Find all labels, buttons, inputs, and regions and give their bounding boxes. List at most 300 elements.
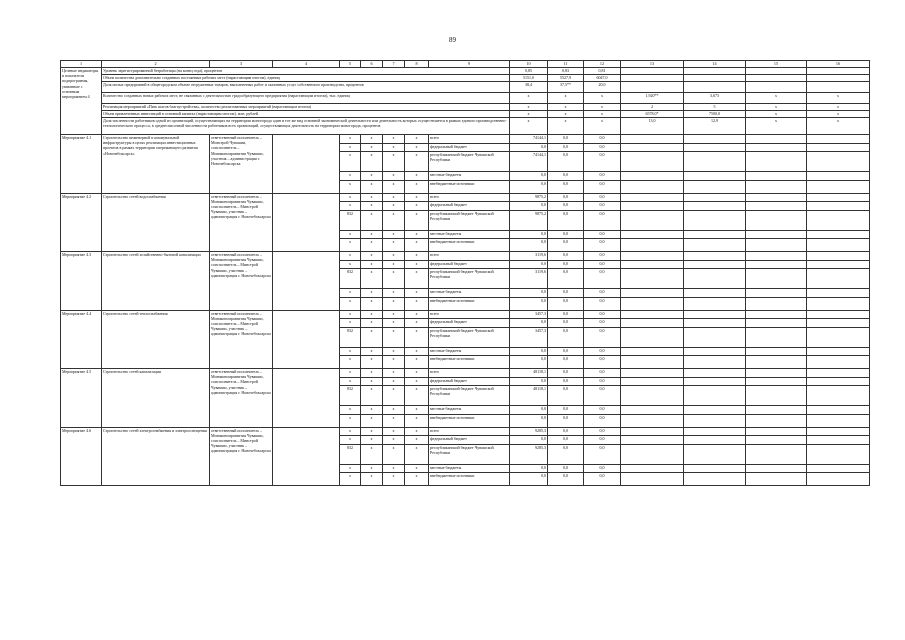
budget-code: 832 (340, 444, 361, 464)
empty-cell (746, 193, 807, 202)
event-label: Мероприятие 4.4 (61, 310, 102, 369)
empty-cell (746, 269, 807, 289)
budget-code: x (361, 152, 383, 172)
indicator-value: 20,0 (584, 82, 621, 93)
column-number: 15 (746, 61, 807, 68)
indicator-name: Уровень зарегистрированной безработицы (на конец года), процентов (102, 68, 510, 75)
funding-value: 0,0 (510, 464, 548, 473)
budget-code: x (383, 464, 405, 473)
budget-code: x (361, 464, 383, 473)
budget-code: x (361, 473, 383, 486)
funding-value: 0,0 (510, 356, 548, 369)
funding-value: 0,0 (584, 143, 621, 152)
budget-code: x (405, 310, 429, 319)
funding-value: 0,0 (584, 327, 621, 347)
empty-cell (621, 252, 684, 261)
budget-code: x (361, 180, 383, 193)
empty-cell (684, 230, 746, 239)
empty-cell (746, 202, 807, 211)
budget-code: x (383, 436, 405, 445)
funding-source: внебюджетные источники (429, 473, 510, 486)
budget-code: x (383, 319, 405, 328)
empty-cell (746, 252, 807, 261)
empty-cell (746, 289, 807, 298)
funding-value: 0,0 (584, 473, 621, 486)
budget-code: x (340, 172, 361, 181)
budget-code: x (383, 347, 405, 356)
event-label: Мероприятие 4.1 (61, 135, 102, 194)
empty-cell (807, 356, 870, 369)
empty-cell (621, 310, 684, 319)
funding-value: 3119,6 (510, 269, 548, 289)
indicator-value (746, 75, 807, 82)
empty-cell (621, 414, 684, 427)
budget-code: x (383, 210, 405, 230)
empty-cell (746, 347, 807, 356)
funding-value: 0,0 (510, 436, 548, 445)
empty-cell (807, 230, 870, 239)
funding-value: 74144,1 (510, 152, 548, 172)
empty-cell (746, 444, 807, 464)
event-responsible: ответственный исполнитель – Минстрой Чувашии, соисполнитель – Минэкономразвития Чувашии, участник – администрация г. Новочебоксарска (210, 135, 273, 194)
empty-cell (684, 252, 746, 261)
budget-code: x (361, 406, 383, 415)
indicator-value: x (746, 104, 807, 111)
event-row (61, 310, 870, 319)
indicator-value: 0,85 (510, 68, 548, 75)
budget-code: x (383, 230, 405, 239)
funding-value: 0,0 (548, 269, 584, 289)
indicator-value (684, 82, 746, 93)
budget-code: x (361, 143, 383, 152)
budget-code: x (361, 377, 383, 386)
budget-code: x (405, 377, 429, 386)
budget-code: x (405, 347, 429, 356)
empty-cell (621, 269, 684, 289)
empty-cell (684, 193, 746, 202)
indicator-value (684, 75, 746, 82)
column-number: 7 (383, 61, 405, 68)
funding-value: 3119,6 (510, 252, 548, 261)
empty-cell (807, 436, 870, 445)
empty-cell (746, 172, 807, 181)
funding-value: 0,0 (548, 210, 584, 230)
funding-value: 0,0 (584, 269, 621, 289)
indicator-name: Количество созданных новых рабочих мест, не связанных с деятельностью градообразующего предприятия (нарастающим итогом), тыс. единиц (102, 93, 510, 104)
event-name: Строительство сетей хозяйственно-бытовой канализации (102, 252, 210, 311)
funding-value: 0,0 (548, 406, 584, 415)
indicator-value: x (548, 111, 584, 118)
budget-code: x (340, 414, 361, 427)
indicator-value: x (584, 93, 621, 104)
event-label: Мероприятие 4.2 (61, 193, 102, 252)
budget-code: x (340, 252, 361, 261)
event-row (61, 369, 870, 378)
empty-cell (684, 356, 746, 369)
funding-value: 0,0 (548, 347, 584, 356)
empty-cell (621, 436, 684, 445)
funding-value: 0,0 (548, 473, 584, 486)
empty-cell (684, 473, 746, 486)
funding-source: республиканский бюджет Чувашской Республики (429, 386, 510, 406)
funding-value: 0,0 (548, 180, 584, 193)
indicator-value: x (510, 93, 548, 104)
budget-code: x (361, 210, 383, 230)
budget-code: x (340, 464, 361, 473)
funding-value: 9285,3 (510, 427, 548, 436)
budget-code: x (383, 297, 405, 310)
empty-cell (807, 193, 870, 202)
empty-cell (746, 377, 807, 386)
event-label: Мероприятие 4.5 (61, 369, 102, 428)
empty-cell (807, 180, 870, 193)
funding-value: 0,0 (548, 444, 584, 464)
funding-value: 0,0 (548, 464, 584, 473)
funding-source: всего (429, 310, 510, 319)
empty-cell (684, 406, 746, 415)
budget-code: x (361, 193, 383, 202)
budget-code: x (383, 252, 405, 261)
budget-code: x (383, 172, 405, 181)
event-label: Мероприятие 4.6 (61, 427, 102, 486)
empty-cell (684, 347, 746, 356)
funding-value: 0,0 (584, 377, 621, 386)
empty-cell (621, 202, 684, 211)
funding-value: 0,0 (510, 180, 548, 193)
budget-code: x (405, 239, 429, 252)
empty-cell (746, 356, 807, 369)
header-number-row (61, 61, 870, 68)
funding-source: федеральный бюджет (429, 143, 510, 152)
indicator-group-label: Целевые индикаторы и показатели подпрограммы, увязанные с основным мероприятием 4 (61, 68, 102, 135)
funding-source: всего (429, 369, 510, 378)
budget-code: x (405, 444, 429, 464)
empty-cell (684, 427, 746, 436)
empty-cell (684, 297, 746, 310)
event-name: Строительство сетей канализации (102, 369, 210, 428)
budget-code: x (405, 193, 429, 202)
funding-source: федеральный бюджет (429, 436, 510, 445)
funding-source: федеральный бюджет (429, 377, 510, 386)
funding-source: всего (429, 252, 510, 261)
indicator-value (746, 82, 807, 93)
indicator-row (61, 118, 870, 135)
funding-value: 0,0 (548, 327, 584, 347)
budget-code: x (340, 152, 361, 172)
funding-value: 0,0 (584, 172, 621, 181)
budget-code: x (340, 143, 361, 152)
funding-value: 0,0 (548, 310, 584, 319)
budget-code: x (361, 172, 383, 181)
funding-value: 0,0 (584, 386, 621, 406)
funding-value: 0,0 (510, 172, 548, 181)
budget-code: x (361, 369, 383, 378)
funding-value: 0,0 (548, 193, 584, 202)
budget-code: x (405, 143, 429, 152)
budget-code: x (361, 310, 383, 319)
funding-source: местные бюджеты (429, 406, 510, 415)
empty-cell (746, 327, 807, 347)
budget-code: x (361, 135, 383, 144)
indicator-value (684, 68, 746, 75)
funding-value: 0,0 (548, 239, 584, 252)
budget-code: 832 (340, 327, 361, 347)
empty-cell (621, 386, 684, 406)
budget-code: x (405, 230, 429, 239)
budget-code: x (383, 310, 405, 319)
funding-value: 0,0 (510, 377, 548, 386)
indicator-value: x (548, 118, 584, 135)
empty-cell (621, 289, 684, 298)
empty-cell (621, 473, 684, 486)
budget-code: x (361, 260, 383, 269)
funding-value: 0,0 (584, 202, 621, 211)
indicator-value: x (510, 104, 548, 111)
empty-cell (621, 464, 684, 473)
funding-source: внебюджетные источники (429, 239, 510, 252)
budget-code: x (340, 427, 361, 436)
indicator-value: x (807, 111, 870, 118)
empty-cell (684, 210, 746, 230)
budget-code: x (383, 260, 405, 269)
empty-cell (746, 369, 807, 378)
budget-code: x (340, 347, 361, 356)
empty-cell (807, 369, 870, 378)
empty-cell (807, 239, 870, 252)
funding-source: местные бюджеты (429, 230, 510, 239)
event-label: Мероприятие 4.3 (61, 252, 102, 311)
budget-code: x (383, 152, 405, 172)
indicator-name: Объем количества дополнительно созданных постоянных рабочих мест (нарастающим итогом), единиц (102, 75, 510, 82)
empty-cell (621, 297, 684, 310)
empty-cell (684, 327, 746, 347)
budget-code: x (340, 369, 361, 378)
budget-code: x (361, 436, 383, 445)
funding-source: внебюджетные источники (429, 297, 510, 310)
empty-cell (807, 289, 870, 298)
funding-value: 0,0 (548, 414, 584, 427)
budget-code: x (361, 444, 383, 464)
funding-value: 0,0 (584, 193, 621, 202)
indicator-value: 1,920** (621, 93, 684, 104)
indicator-value: 13,0 (621, 118, 684, 135)
funding-source: республиканский бюджет Чувашской Республики (429, 444, 510, 464)
funding-value: 0,0 (584, 297, 621, 310)
budget-code: x (383, 473, 405, 486)
event-responsible: ответственный исполнитель – Минэкономразвития Чувашии, соисполнитель – Минстрой Чувашии, участник – администрация г. Новочебоксарска (210, 427, 273, 486)
indicator-row (61, 93, 870, 104)
indicator-value (746, 68, 807, 75)
funding-value: 3457,3 (510, 310, 548, 319)
funding-value: 0,0 (548, 252, 584, 261)
funding-value: 0,0 (548, 230, 584, 239)
empty-cell (684, 444, 746, 464)
indicator-value: 5 (684, 104, 746, 111)
empty-cell (684, 377, 746, 386)
funding-value: 9875,2 (510, 210, 548, 230)
column-number: 3 (210, 61, 273, 68)
empty-cell (807, 269, 870, 289)
funding-value: 0,0 (584, 436, 621, 445)
indicator-value: x (807, 118, 870, 135)
empty-cell (746, 464, 807, 473)
event-row (61, 427, 870, 436)
empty-cell (684, 436, 746, 445)
empty-cell (684, 180, 746, 193)
column-number: 5 (340, 61, 361, 68)
empty-cell (807, 310, 870, 319)
empty-cell (746, 319, 807, 328)
column-number: 10 (510, 61, 548, 68)
empty-cell (621, 347, 684, 356)
indicator-name: Доля малых предприятий в общегородском объеме отгруженных товаров, выполненных работ и оказанных услуг собственного производства, процентов (102, 82, 510, 93)
budget-code: x (405, 135, 429, 144)
budget-code: x (340, 377, 361, 386)
funding-value: 0,0 (584, 210, 621, 230)
empty-cell (621, 193, 684, 202)
budget-code: x (405, 369, 429, 378)
indicator-value: 38,4 (510, 82, 548, 93)
funding-value: 0,0 (510, 297, 548, 310)
funding-value: 48118,1 (510, 386, 548, 406)
empty-cell (621, 427, 684, 436)
indicator-value: x (510, 118, 548, 135)
budget-code: x (405, 473, 429, 486)
table-body (61, 61, 870, 486)
empty-cell (746, 180, 807, 193)
event-responsible: ответственный исполнитель – Минэкономразвития Чувашии, соисполнитель – Минстрой Чувашии, участник – администрация г. Новочебоксарска (210, 193, 273, 252)
budget-code: x (405, 319, 429, 328)
indicator-value: x (548, 104, 584, 111)
budget-code: x (340, 260, 361, 269)
funding-value: 0,0 (584, 252, 621, 261)
empty-cell (621, 135, 684, 144)
column-number: 6 (361, 61, 383, 68)
funding-value: 9285,3 (510, 444, 548, 464)
budget-code: x (340, 310, 361, 319)
empty-cell (807, 297, 870, 310)
budget-code: x (383, 406, 405, 415)
budget-code: x (405, 414, 429, 427)
budget-code: x (405, 172, 429, 181)
budget-code: x (340, 436, 361, 445)
indicator-value: 2 (621, 104, 684, 111)
empty-cell (807, 252, 870, 261)
column-number: 2 (102, 61, 210, 68)
budget-code: x (405, 406, 429, 415)
indicator-value (807, 82, 870, 93)
funding-source: республиканский бюджет Чувашской Республики (429, 210, 510, 230)
indicator-value: 6578,0* (621, 111, 684, 118)
funding-value: 0,0 (584, 444, 621, 464)
budget-code: x (383, 444, 405, 464)
indicator-value (807, 68, 870, 75)
empty-cell (807, 347, 870, 356)
budget-code: x (405, 210, 429, 230)
budget-code: x (361, 289, 383, 298)
budget-code: 832 (340, 269, 361, 289)
empty-cell (684, 152, 746, 172)
funding-source: всего (429, 427, 510, 436)
empty-cell (621, 319, 684, 328)
empty-cell (807, 202, 870, 211)
budget-code: x (405, 180, 429, 193)
event-responsible: ответственный исполнитель – Минэкономразвития Чувашии, соисполнитель – Минстрой Чувашии, участник – администрация г. Новочебоксарска (210, 369, 273, 428)
empty-cell (807, 444, 870, 464)
indicator-value: 5151,0 (510, 75, 548, 82)
funding-value: 0,0 (510, 202, 548, 211)
indicator-value (621, 68, 684, 75)
budget-code: x (383, 289, 405, 298)
empty-cell (807, 260, 870, 269)
budget-code: x (361, 239, 383, 252)
funding-value: 9875,2 (510, 193, 548, 202)
budget-code: x (383, 193, 405, 202)
funding-value: 0,0 (510, 347, 548, 356)
funding-value: 0,0 (510, 473, 548, 486)
funding-source: республиканский бюджет Чувашской Республики (429, 269, 510, 289)
column-number: 16 (807, 61, 870, 68)
empty-cell (684, 239, 746, 252)
funding-value: 0,0 (584, 260, 621, 269)
funding-value: 0,0 (510, 414, 548, 427)
budget-code: x (405, 427, 429, 436)
funding-value: 74144,1 (510, 135, 548, 144)
empty-cell (621, 260, 684, 269)
indicator-row (61, 75, 870, 82)
budget-code: x (340, 193, 361, 202)
funding-value: 0,0 (548, 289, 584, 298)
indicator-value: x (584, 118, 621, 135)
funding-value: 0,0 (548, 143, 584, 152)
budget-code: x (405, 269, 429, 289)
empty-cell (621, 230, 684, 239)
column-number: 4 (273, 61, 340, 68)
budget-code: x (340, 289, 361, 298)
funding-value: 0,0 (584, 135, 621, 144)
empty-cell (746, 473, 807, 486)
empty-cell (621, 327, 684, 347)
event-name: Строительство сетей электроснабжения и электроосвещения (102, 427, 210, 486)
empty-cell (807, 135, 870, 144)
empty-cell (621, 152, 684, 172)
budget-code: x (383, 427, 405, 436)
empty-cell (621, 444, 684, 464)
funding-value: 0,0 (510, 260, 548, 269)
indicator-value: x (746, 111, 807, 118)
budget-code: x (405, 289, 429, 298)
budget-code: x (340, 230, 361, 239)
empty-cell (621, 356, 684, 369)
indicator-row (61, 104, 870, 111)
indicator-value: x (584, 111, 621, 118)
empty-cell (807, 152, 870, 172)
indicator-name: Объем привлеченных инвестиций в основной капитал (нарастающим итогом), млн. рублей (102, 111, 510, 118)
indicator-value: x (548, 93, 584, 104)
funding-value: 0,0 (510, 230, 548, 239)
empty-cell (684, 464, 746, 473)
budget-code: x (383, 239, 405, 252)
budget-code: x (383, 180, 405, 193)
indicator-row (61, 68, 870, 75)
empty-cell (684, 369, 746, 378)
budget-code: x (361, 230, 383, 239)
budget-code: x (383, 386, 405, 406)
funding-value: 0,0 (584, 310, 621, 319)
funding-value: 0,0 (584, 427, 621, 436)
empty-cell (684, 135, 746, 144)
budget-code: x (361, 427, 383, 436)
